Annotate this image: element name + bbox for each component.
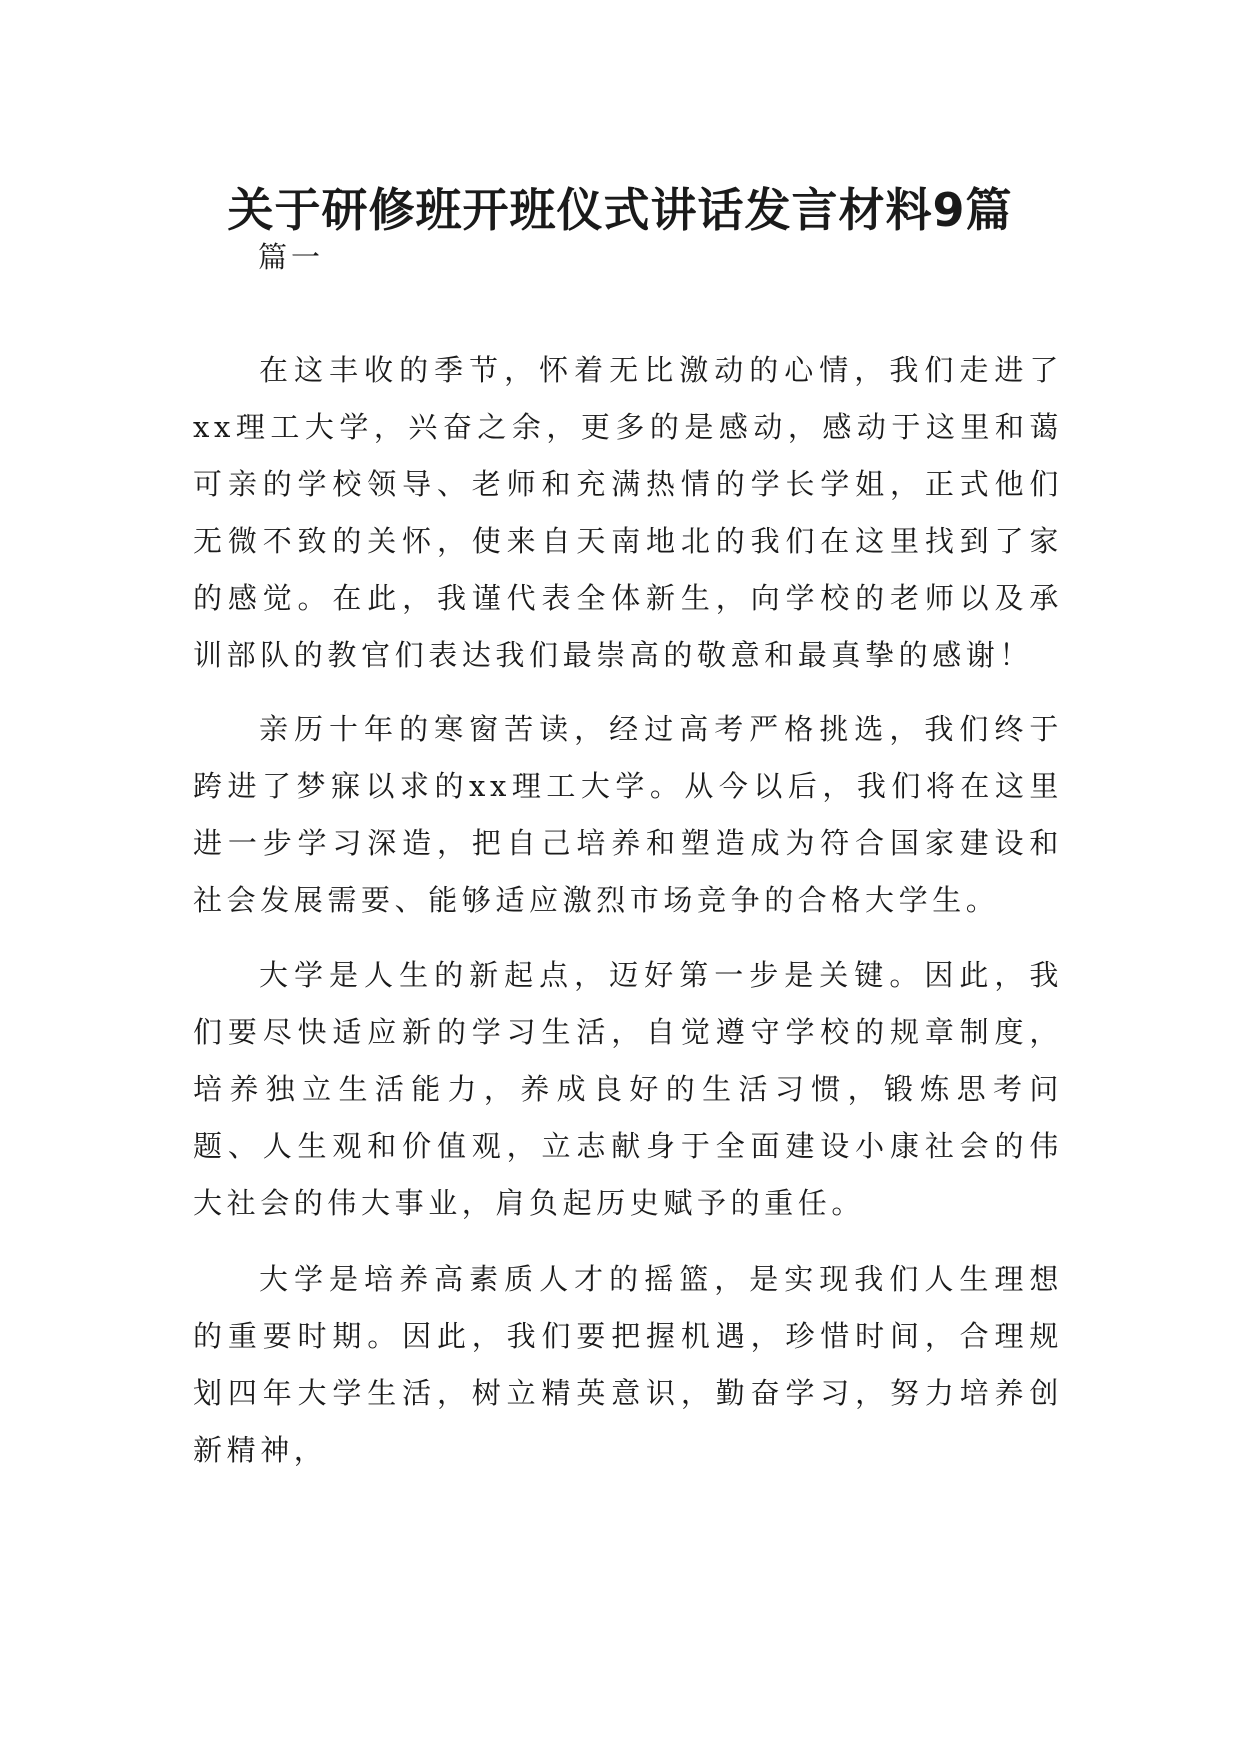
document-title: 关于研修班开班仪式讲话发言材料9篇 <box>227 183 1013 237</box>
section-label: 篇一 <box>258 240 325 274</box>
paragraph-4: 大学是培养高素质人才的摇篮，是实现我们人生理想的重要时期。因此，我们要把握机遇，珍惜时间，合理规划四年大学生活，树立精英意识，勤奋学习，努力培养创新精神， <box>193 1262 1063 1467</box>
paragraph-2: 亲历十年的寒窗苦读，经过高考严格挑选，我们终于跨进了梦寐以求的xx理工大学。从今以后，我们将在这里进一步学习深造，把自己培养和塑造成为符合国家建设和社会发展需要、能够适应激烈市场竞争的合格大学生。 <box>193 712 1063 917</box>
paragraph-3: 大学是人生的新起点，迈好第一步是关键。因此，我们要尽快适应新的学习生活，自觉遵守学校的规章制度，培养独立生活能力，养成良好的生活习惯，锻炼思考问题、人生观和价值观，立志献身于全面建设小康社会的伟大社会的伟大事业，肩负起历史赋予的重任。 <box>193 958 1063 1220</box>
paragraph-1: 在这丰收的季节，怀着无比激动的心情，我们走进了xx理工大学，兴奋之余，更多的是感动，感动于这里和蔼可亲的学校领导、老师和充满热情的学长学姐，正式他们无微不致的关怀，使来自天南地北的我们在这里找到了家的感觉。在此，我谨代表全体新生，向学校的老师以及承训部队的教官们表达我们最崇高的敬意和最真挚的感谢！ <box>193 353 1063 672</box>
